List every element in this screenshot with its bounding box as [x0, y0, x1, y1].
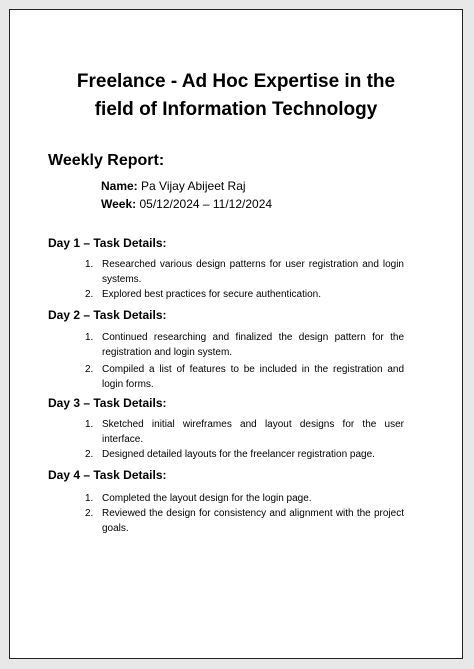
- task-number: 2.: [85, 289, 94, 300]
- task-number: 1.: [85, 419, 94, 430]
- day-1-task-1: [85, 257, 404, 287]
- task-number: 1.: [85, 493, 94, 504]
- task-text: Reviewed the design for consistency and alignment with the project goals.: [102, 508, 404, 534]
- weekly-report-heading: Weekly Report:: [48, 152, 165, 169]
- title-line-1: Freelance - Ad Hoc Expertise in the: [76, 71, 396, 92]
- day-3-task-1: [85, 417, 404, 447]
- title-line-2: field of Information Technology: [94, 99, 378, 120]
- week-label: Week:: [101, 197, 137, 211]
- task-text: Researched various design patterns for user registration and login systems.: [102, 259, 404, 285]
- name-line: [101, 179, 246, 193]
- day-4-task-1: [85, 491, 404, 506]
- document-page: [9, 9, 463, 659]
- task-text: Explored best practices for secure authentication.: [102, 289, 322, 300]
- day-2-heading: Day 2 – Task Details:: [48, 308, 167, 322]
- task-text: Continued researching and finalized the design pattern for the registration and login system.: [102, 332, 404, 358]
- task-number: 1.: [85, 259, 94, 270]
- day-1-heading: Day 1 – Task Details:: [48, 236, 167, 250]
- day-1-task-2: [85, 287, 404, 302]
- day-2-task-1: [85, 330, 404, 360]
- document-title: [10, 68, 462, 124]
- task-text: Compiled a list of features to be included in the registration and login forms.: [102, 364, 404, 390]
- task-number: 1.: [85, 332, 94, 343]
- name-label: Name:: [101, 179, 138, 193]
- day-3-task-2: [85, 447, 404, 462]
- week-line: [101, 197, 272, 211]
- day-3-heading: Day 3 – Task Details:: [48, 396, 167, 410]
- day-4-task-2: [85, 506, 404, 536]
- name-value: Pa Vijay Abijeet Raj: [141, 179, 246, 193]
- task-text: Designed detailed layouts for the freelancer registration page.: [102, 449, 375, 460]
- task-number: 2.: [85, 364, 94, 375]
- day-4-heading: Day 4 – Task Details:: [48, 468, 167, 482]
- task-number: 2.: [85, 449, 94, 460]
- task-number: 2.: [85, 508, 94, 519]
- day-2-task-2: [85, 362, 404, 392]
- task-text: Completed the layout design for the login page.: [102, 493, 312, 504]
- week-value: 05/12/2024 – 11/12/2024: [139, 197, 273, 211]
- task-text: Sketched initial wireframes and layout designs for the user interface.: [102, 419, 404, 445]
